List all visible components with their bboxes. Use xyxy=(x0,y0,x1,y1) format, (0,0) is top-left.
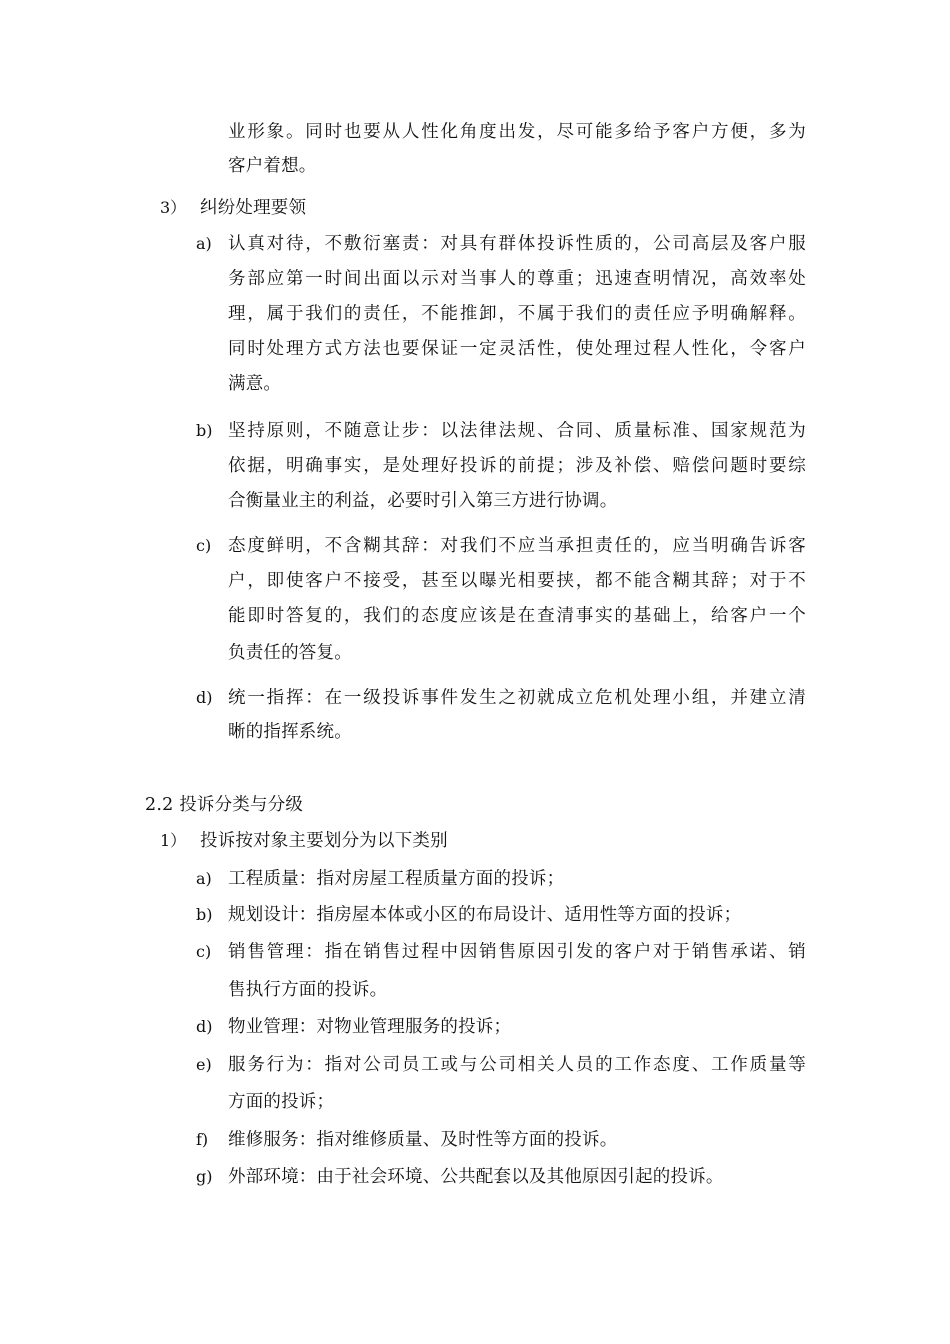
list-item-line: 认真对待，不敷衍塞责：对具有群体投诉性质的，公司高层及客户服 xyxy=(228,234,806,254)
list-marker: c) xyxy=(196,536,212,555)
list-item-line: 能即时答复的，我们的态度应该是在查清事实的基础上，给客户一个 xyxy=(228,606,806,626)
subsection-title: 投诉按对象主要划分为以下类别 xyxy=(200,831,448,851)
list-item-line: 依据，明确事实，是处理好投诉的前提；涉及补偿、赔偿问题时要综 xyxy=(228,456,806,476)
list-item-line: 销售管理：指在销售过程中因销售原因引发的客户对于销售承诺、销 xyxy=(228,942,806,962)
list-item-line: 满意。 xyxy=(228,374,282,394)
list-item-line: 方面的投诉； xyxy=(228,1092,335,1112)
list-item-line: 负责任的答复。 xyxy=(228,643,352,663)
list-item-line: 同时处理方式方法也要保证一定灵活性，使处理过程人性化，令客户 xyxy=(228,339,806,359)
list-marker: d) xyxy=(196,1017,213,1036)
list-marker: a) xyxy=(196,869,212,888)
list-marker: 3） xyxy=(160,198,187,217)
list-item-line: 服务行为：指对公司员工或与公司相关人员的工作态度、工作质量等 xyxy=(228,1055,806,1075)
list-item-line: 坚持原则，不随意让步：以法律法规、合同、质量标准、国家规范为 xyxy=(228,421,806,441)
list-item-line: 工程质量：指对房屋工程质量方面的投诉； xyxy=(228,869,565,889)
list-marker: g) xyxy=(196,1167,213,1186)
list-item-line: 统一指挥：在一级投诉事件发生之初就成立危机处理小组，并建立清 xyxy=(228,688,806,708)
list-item-line: 理，属于我们的责任，不能推卸，不属于我们的责任应予明确解释。 xyxy=(228,304,806,324)
list-marker: 1） xyxy=(160,831,187,850)
list-item-line: 合衡量业主的利益，必要时引入第三方进行协调。 xyxy=(228,491,618,511)
section-title: 纠纷处理要领 xyxy=(200,198,307,218)
list-marker: b) xyxy=(196,421,213,440)
list-item-line: 物业管理：对物业管理服务的投诉； xyxy=(228,1017,512,1037)
list-item-line: 售执行方面的投诉。 xyxy=(228,980,388,1000)
list-marker: c) xyxy=(196,942,212,961)
list-item-line: 外部环境：由于社会环境、公共配套以及其他原因引起的投诉。 xyxy=(228,1167,724,1187)
paragraph-line: 客户着想。 xyxy=(228,156,317,176)
list-item-line: 晰的指挥系统。 xyxy=(228,722,352,742)
list-marker: e) xyxy=(196,1055,212,1074)
list-marker: f) xyxy=(196,1130,209,1149)
paragraph-line: 业形象。同时也要从人性化角度出发，尽可能多给予客户方便，多为 xyxy=(228,122,806,142)
list-marker: b) xyxy=(196,905,213,924)
section-heading: 2.2 投诉分类与分级 xyxy=(145,795,304,815)
list-marker: d) xyxy=(196,688,213,707)
list-marker: a) xyxy=(196,234,212,253)
list-item-line: 户，即使客户不接受，甚至以曝光相要挟，都不能含糊其辞；对于不 xyxy=(228,571,806,591)
list-item-line: 维修服务：指对维修质量、及时性等方面的投诉。 xyxy=(228,1130,618,1150)
list-item-line: 规划设计：指房屋本体或小区的布局设计、适用性等方面的投诉； xyxy=(228,905,742,925)
list-item-line: 务部应第一时间出面以示对当事人的尊重；迅速查明情况，高效率处 xyxy=(228,269,806,289)
list-item-line: 态度鲜明，不含糊其辞：对我们不应当承担责任的，应当明确告诉客 xyxy=(228,536,806,556)
